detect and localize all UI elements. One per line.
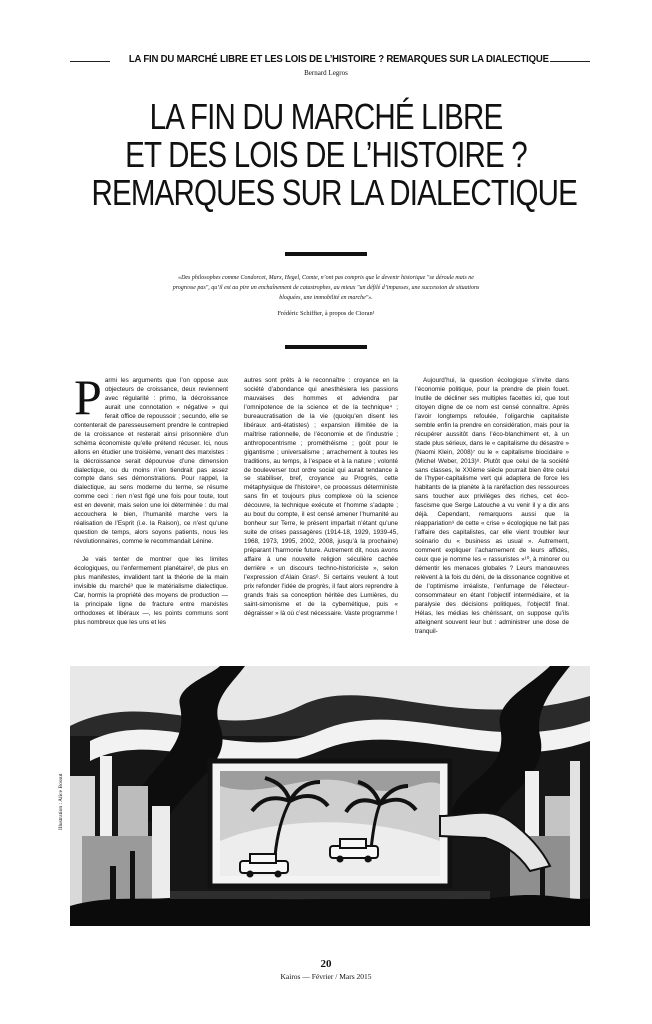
title-line-2: ET DES LOIS DE L’HISTOIRE ? xyxy=(125,134,527,175)
text-column-1 xyxy=(74,369,228,637)
illustration-artwork xyxy=(70,666,590,926)
drop-cap: P xyxy=(74,369,102,425)
title-line-1: LA FIN DU MARCHÉ LIBRE xyxy=(149,96,503,137)
running-head-text: LA FIN DU MARCHÉ LIBRE ET LES LOIS DE L’HISTOIRE ? REMARQUES SUR LA DIALECTIQUE xyxy=(128,54,549,65)
paragraph xyxy=(74,369,228,547)
divider-bar-top xyxy=(285,252,367,256)
paragraph: Je vais tenter de montrer que les limites écologiques, ou l’enfermement planétaire², de plus en plus manifestes, invalident tant la théorie de la main invisible du marché³ que le matérialisme dialectique. Car, hormis la propriété des moyens de production — la principale ligne de fracture entre marxistes orthodoxes et libéraux —, les points communs sont plus nombreux que les uns et les xyxy=(74,556,228,626)
epigraph-source: Frédéric Schiffter, à propos de Cioran¹ xyxy=(277,310,375,317)
footer-text: Kairos — Février / Mars 2015 xyxy=(280,972,372,981)
text-column-2 xyxy=(244,377,398,628)
running-head xyxy=(70,54,590,68)
illustration-credit: Illustration : Alice Bossut xyxy=(58,773,64,830)
paragraph-text: armi les arguments que l’on oppose aux objecteurs de croissance, deux reviennent avec régularité : primo, la décroissance aurait une connotation « négative » qui ferait office de repoussoir ; secundo, elle se contenterait de paresseusement prendre le contrepied de la croissance et resterait ainsi prisonnière d’un schéma économiste qu’elle prétend récuser. Ici, nous allons en étudier une troisième, venant des marxistes : la décroissance serait dépourvue d’une dimension dialectique, ou du moins n’en tiendrait pas assez compte dans ses démonstrations. Pour rappel, la dialectique, au sens moderne du terme, se résume comme ceci : rien n’est figé une fois pour toute, tout est en devenir, mais selon une loi déterminée : du mal accouchera le bien, l’humanité marche vers la réalisation de l’Esprit (i.e. la Raison), ce n’est qu’une question de temps, alors soyons patients, nous les révolutionnaires, comme le recommandait Lénine. xyxy=(74,377,228,546)
page-number: 20 xyxy=(320,958,332,970)
author-name: Bernard Legros xyxy=(304,69,348,77)
text-column-3 xyxy=(415,377,569,646)
running-head-rule-right xyxy=(550,61,590,62)
epigraph-quote: «Des philosophes comme Condorcet, Marx, Hegel, Comte, n’ont pas compris que le devenir historique "se déroule mais ne progresse pas", qu’il est au pire un enchaînement de catastrophes, au mieux "un défilé d’impasses, une succession de situations bloquées, une immobilité en marche"». xyxy=(172,275,480,301)
paragraph: Aujourd’hui, la question écologique s’invite dans l’économie politique, pour la prendre de plein fouet. Inutile de décliner ses multiples facettes ici, que tout citoyen digne de ce nom est censé connaître. Après l’avoir longtemps refoulée, l’oligarchie capitaliste semble enfin la prendre en considération, mais pour la récupérer aussitôt dans l’éco-blanchiment et, à un stade plus sérieux, dans le « capitalisme du désastre » (Naomi Klein, 2008)⁷ ou le « capitalisme biocidaire » (Michel Weber, 2013)⁸. Plutôt que celui de la société sans classes, le XXIème siècle pourrait bien être celui de l’hyper-capitalisme vert qui adaptera de force les habitants de la planète à la raréfaction des ressources sans toucher aux privilèges des riches, cet éco-fascisme que Serge Latouche a vu venir il y a dix ans déjà. Cependant, remarquons aussi que la réappariation⁹ de cette « crise » écologique ne fait pas l’affaire des capitalistes, car elle vient troubler leur scénario du « business as usual ». Autrement, comment expliquer l’acharnement de leurs affidés, ceux que je nomme les « rassuristes »¹⁰, à minorer ou démentir les menaces globales ? Leurs manœuvres relèvent à la fois du déni, de la dissonance cognitive et de l’optimisme irréaliste, l’enfumage de l’électeur-consommateur en étant l’objectif intermédiaire, et la paralysie des décisions politiques, l’objectif final. Hélas, les médias les chérissant, on suppose qu’ils atteignent souvent leur but : administrer une dose de tranquil- xyxy=(415,377,569,635)
title-line-3: REMARQUES SUR LA DIALECTIQUE xyxy=(91,172,578,213)
illustration xyxy=(70,666,590,926)
divider-bar-bottom xyxy=(285,345,367,349)
paragraph: autres sont prêts à le reconnaître : croyance en la société d’abondance qui anesthésiera les passions mauvaises des hommes et adviendra par l’omnipotence de la science et de la technique⁴ ; bureaucratisation de la vie (quoiqu’en disent les libéraux anti-étatistes) ; expansion illimitée de la maîtrise rationnelle, de l’économie et de l’industrie ; anthropocentrisme ; prométhéisme ; goût pour le gigantisme ; universalisme ; arrachement à toutes les traditions, au temps, à l’espace et à la nature ; volonté de bouleverser tout ordre social qui aurait tendance à se stabiliser, bref, croyance au Progrès, cette métaphysique de l’histoire⁵, ce processus déterministe sans fin et toujours plus complexe où la science découvre, la technique exécute et l’homme s’adapte ; au bout du compte, il est censé amener l’humanité au bonheur sur Terre, le présent imparfait n’étant qu’une suite de crises passagères (1914-18, 1929, 1939-45, 1968, 1973, 1995, 2002, 2008, jusqu’à la prochaine) préparant l’harmonie future. Autrement dit, nous avons affaire à une nouvelle religion séculière cachée derrière « un discours techno-historiciste », selon l’expression d’Alain Gras⁶. Si certains veulent à tout prix refonder l’idée de progrès, il faut alors reprendre à grands frais sa conception héritée des Lumières, du saint-simonisme et de la cybernétique, puis « dégraisser » là où c’est nécessaire. Vaste programme ! xyxy=(244,377,398,617)
article-title xyxy=(40,98,612,212)
running-head-rule-left xyxy=(70,61,110,62)
